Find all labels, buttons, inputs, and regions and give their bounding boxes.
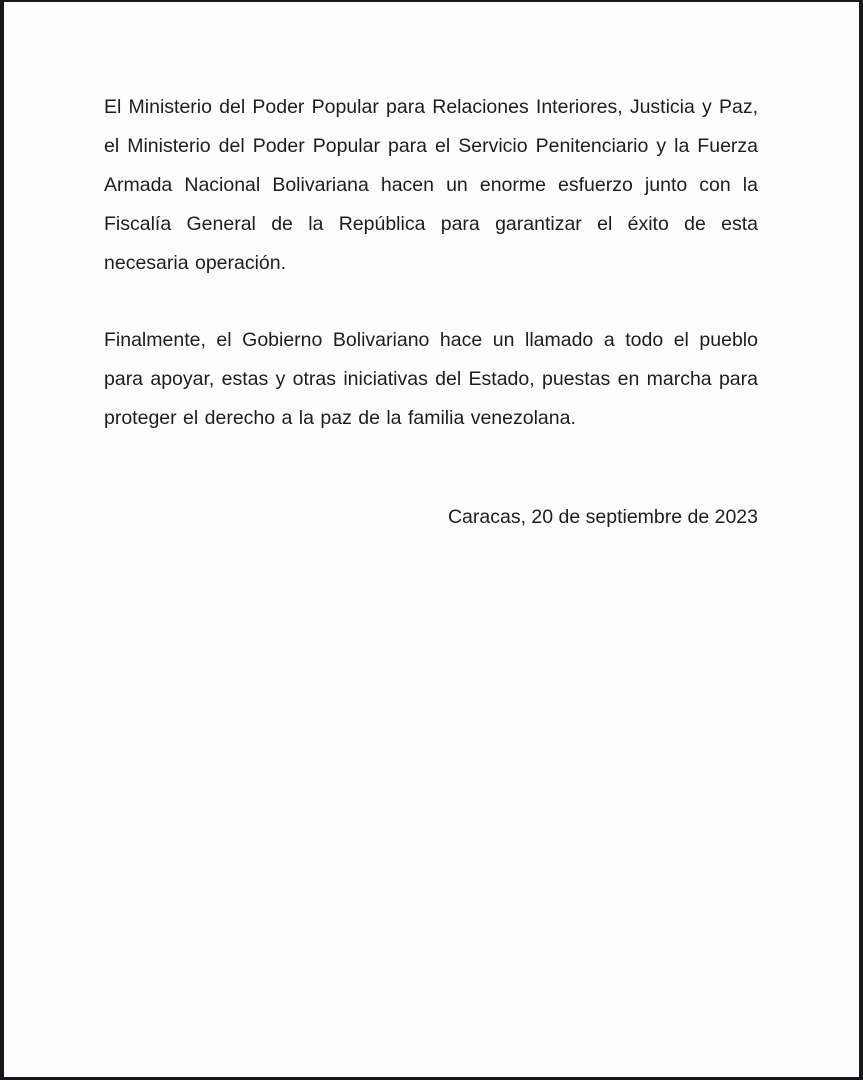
- date-line: Caracas, 20 de septiembre de 2023: [447, 506, 758, 528]
- paragraph-government-call: Finalmente, el Gobierno Bolivariano hace un llamado a todo el pueblo para apoyar, estas y otras iniciativas del Estado, puestas en marcha para proteger el derecho a la paz de la familia venezolana.: [104, 329, 758, 429]
- document-content: [4, 2, 859, 537]
- paragraph-ministries-effort: El Ministerio del Poder Popular para Relaciones Interiores, Justicia y Paz, el Ministerio del Poder Popular para el Servicio Penitenciario y la Fuerza Armada Nacional Bolivariana hacen un enorme esfuerzo junto con la Fiscalía General de la República para garantizar el éxito de esta necesaria operación.: [104, 96, 758, 274]
